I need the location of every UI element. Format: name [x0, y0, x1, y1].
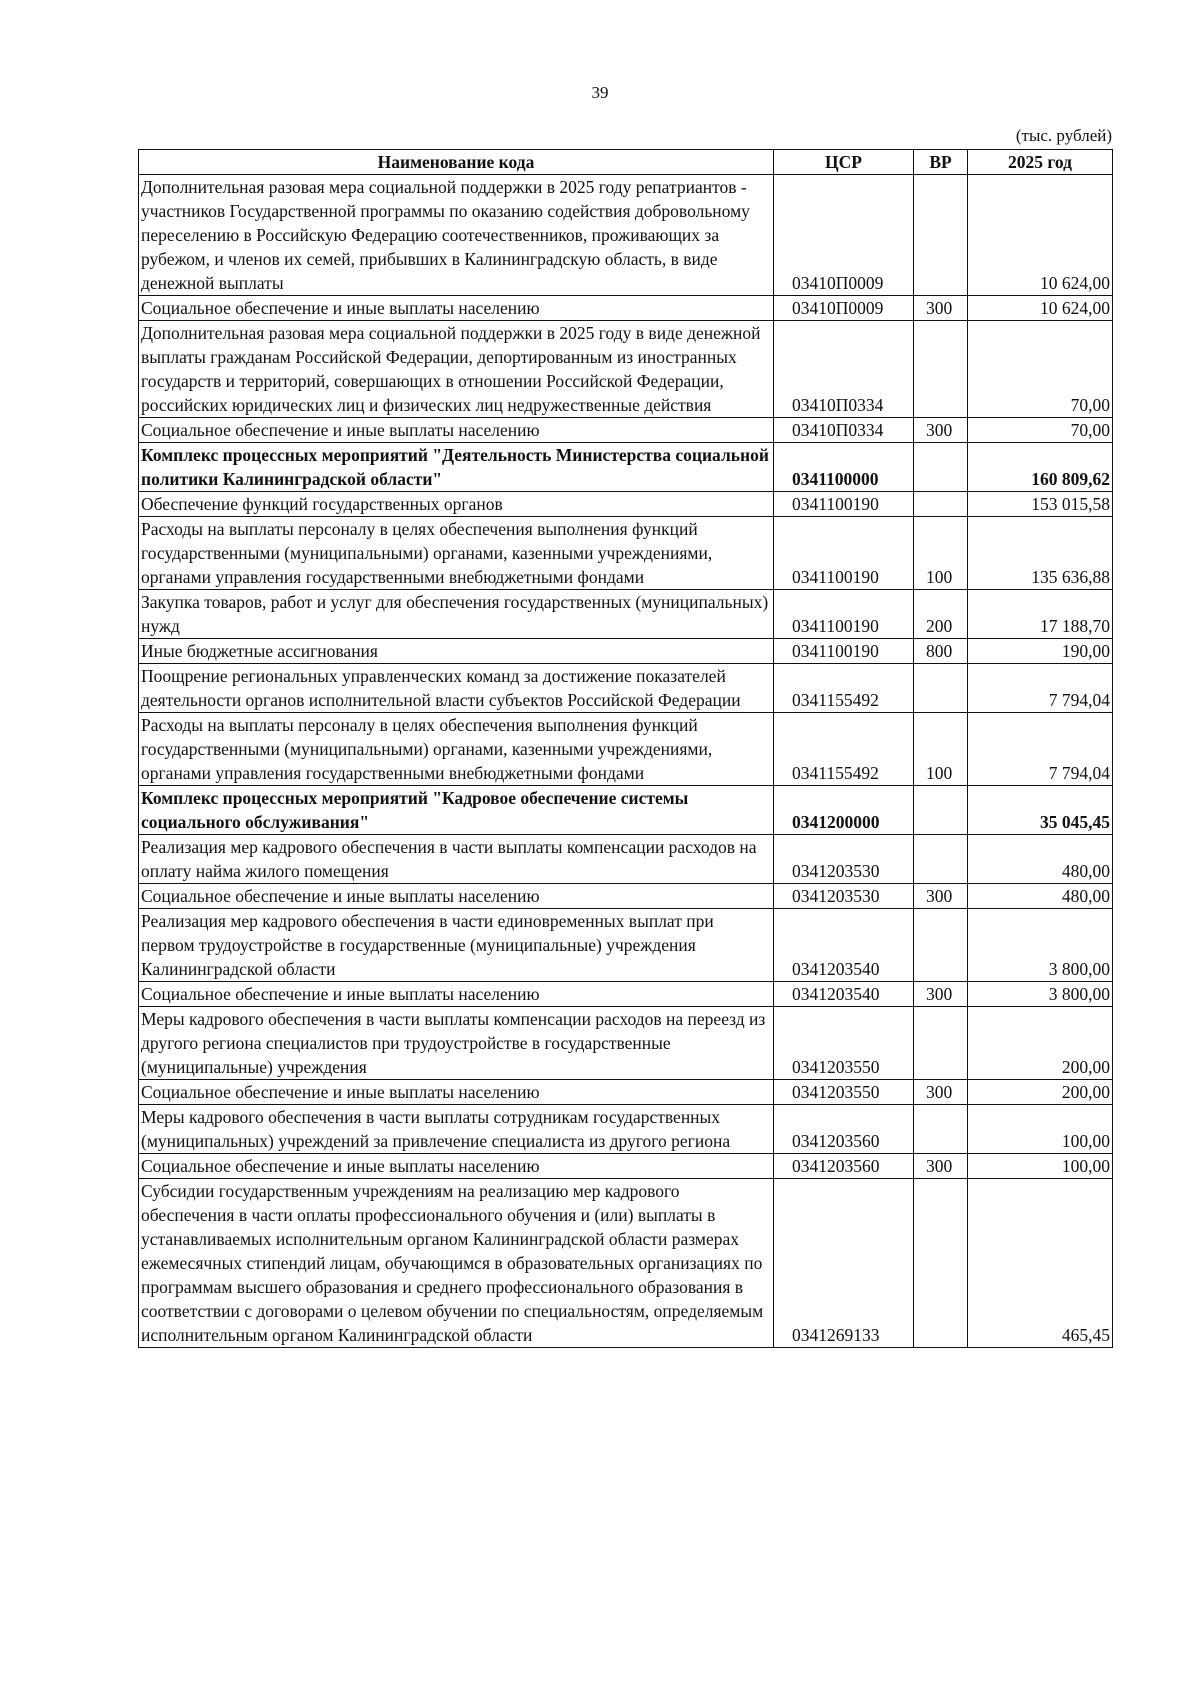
row-vr-cell — [914, 786, 968, 835]
row-vr-cell: 100 — [914, 517, 968, 590]
row-csr-cell: 0341203560 — [774, 1105, 914, 1154]
row-vr-cell: 200 — [914, 590, 968, 639]
row-csr-cell: 03410П0334 — [774, 321, 914, 418]
row-csr-cell: 0341269133 — [774, 1179, 914, 1348]
row-name-cell: Социальное обеспечение и иные выплаты населению — [139, 1154, 774, 1179]
row-name-cell: Комплекс процессных мероприятий "Кадровое обеспечение системы социального обслуживания" — [139, 786, 774, 835]
table-row — [139, 321, 1113, 418]
row-vr-cell: 300 — [914, 418, 968, 443]
row-csr-cell: 0341100190 — [774, 639, 914, 664]
table-row — [139, 1007, 1113, 1080]
row-amount-cell: 135 636,88 — [968, 517, 1113, 590]
row-csr-cell: 0341100000 — [774, 443, 914, 492]
row-amount-cell: 7 794,04 — [968, 713, 1113, 786]
row-csr-cell: 0341203530 — [774, 884, 914, 909]
row-name-cell: Поощрение региональных управленческих команд за достижение показателей деятельности органов исполнительной власти субъектов Российской Федерации — [139, 664, 774, 713]
row-amount-cell: 100,00 — [968, 1105, 1113, 1154]
table-header-row — [139, 150, 1113, 175]
row-name-cell: Меры кадрового обеспечения в части выплаты сотрудникам государственных (муниципальных) учреждений за привлечение специалиста из другого региона — [139, 1105, 774, 1154]
row-vr-cell — [914, 1179, 968, 1348]
row-vr-cell: 800 — [914, 639, 968, 664]
row-name-cell: Дополнительная разовая мера социальной поддержки в 2025 году в виде денежной выплаты гражданам Российской Федерации, депортированным из иностранных государств и территорий, совершающих в отношении Российской Федерации, российских юридических лиц и физических лиц недружественные действия — [139, 321, 774, 418]
table-row — [139, 418, 1113, 443]
table-row — [139, 909, 1113, 982]
row-amount-cell: 3 800,00 — [968, 909, 1113, 982]
row-amount-cell: 160 809,62 — [968, 443, 1113, 492]
row-csr-cell: 03410П0009 — [774, 296, 914, 321]
table-row — [139, 1154, 1113, 1179]
row-name-cell: Меры кадрового обеспечения в части выплаты компенсации расходов на переезд из другого региона специалистов при трудоустройстве в государственные (муниципальные) учреждения — [139, 1007, 774, 1080]
table-row — [139, 713, 1113, 786]
row-csr-cell: 0341155492 — [774, 664, 914, 713]
row-csr-cell: 0341203550 — [774, 1080, 914, 1105]
row-name-cell: Дополнительная разовая мера социальной поддержки в 2025 году репатриантов - участников Государственной программы по оказанию содействия добровольному переселению в Российскую Федерацию соотечественников, проживающих за рубежом, и членов их семей, прибывших в Калининградскую область, в виде денежной выплаты — [139, 175, 774, 296]
table-row — [139, 1105, 1113, 1154]
row-vr-cell — [914, 443, 968, 492]
row-csr-cell: 0341203560 — [774, 1154, 914, 1179]
table-row — [139, 1080, 1113, 1105]
table-row — [139, 517, 1113, 590]
header-vr: ВР — [914, 150, 968, 175]
row-name-cell: Расходы на выплаты персоналу в целях обеспечения выполнения функций государственными (муниципальными) органами, казенными учреждениями, органами управления государственными внебюджетными фондами — [139, 713, 774, 786]
row-vr-cell — [914, 1007, 968, 1080]
row-name-cell: Реализация мер кадрового обеспечения в части единовременных выплат при первом трудоустройстве в государственные (муниципальные) учреждения Калининградской области — [139, 909, 774, 982]
row-csr-cell: 0341203550 — [774, 1007, 914, 1080]
row-amount-cell: 100,00 — [968, 1154, 1113, 1179]
row-name-cell: Реализация мер кадрового обеспечения в части выплаты компенсации расходов на оплату найма жилого помещения — [139, 835, 774, 884]
table-row — [139, 492, 1113, 517]
table-row — [139, 443, 1113, 492]
row-vr-cell: 300 — [914, 296, 968, 321]
row-amount-cell: 10 624,00 — [968, 175, 1113, 296]
row-csr-cell: 0341100190 — [774, 590, 914, 639]
header-amount: 2025 год — [968, 150, 1113, 175]
row-amount-cell: 480,00 — [968, 884, 1113, 909]
row-amount-cell: 465,45 — [968, 1179, 1113, 1348]
row-vr-cell — [914, 321, 968, 418]
table-row — [139, 590, 1113, 639]
row-csr-cell: 0341200000 — [774, 786, 914, 835]
budget-table — [138, 149, 1113, 1348]
row-vr-cell — [914, 664, 968, 713]
row-amount-cell: 35 045,45 — [968, 786, 1113, 835]
header-name: Наименование кода — [139, 150, 774, 175]
table-row — [139, 296, 1113, 321]
row-amount-cell: 153 015,58 — [968, 492, 1113, 517]
row-amount-cell: 70,00 — [968, 321, 1113, 418]
row-amount-cell: 480,00 — [968, 835, 1113, 884]
table-row — [139, 1179, 1113, 1348]
row-vr-cell — [914, 492, 968, 517]
row-vr-cell — [914, 1105, 968, 1154]
row-vr-cell: 300 — [914, 982, 968, 1007]
table-row — [139, 982, 1113, 1007]
row-csr-cell: 0341100190 — [774, 517, 914, 590]
table-body — [139, 175, 1113, 1348]
row-name-cell: Социальное обеспечение и иные выплаты населению — [139, 982, 774, 1007]
header-csr: ЦСР — [774, 150, 914, 175]
row-name-cell: Закупка товаров, работ и услуг для обеспечения государственных (муниципальных) нужд — [139, 590, 774, 639]
row-amount-cell: 3 800,00 — [968, 982, 1113, 1007]
row-name-cell: Субсидии государственным учреждениям на реализацию мер кадрового обеспечения в части оплаты профессионального обучения и (или) выплаты в устанавливаемых исполнительным органом Калининградской области размерах ежемесячных стипендий лицам, обучающимся в образовательных организациях по программам высшего образования и среднего профессионального образования в соответствии с договорами о целевом обучении по специальностям, определяемым исполнительным органом Калининградской области — [139, 1179, 774, 1348]
row-amount-cell: 70,00 — [968, 418, 1113, 443]
table-row — [139, 786, 1113, 835]
row-name-cell: Обеспечение функций государственных органов — [139, 492, 774, 517]
row-name-cell: Социальное обеспечение и иные выплаты населению — [139, 418, 774, 443]
row-name-cell: Иные бюджетные ассигнования — [139, 639, 774, 664]
row-amount-cell: 190,00 — [968, 639, 1113, 664]
row-csr-cell: 03410П0009 — [774, 175, 914, 296]
row-name-cell: Социальное обеспечение и иные выплаты населению — [139, 884, 774, 909]
table-row — [139, 639, 1113, 664]
row-vr-cell — [914, 835, 968, 884]
row-amount-cell: 17 188,70 — [968, 590, 1113, 639]
row-csr-cell: 03410П0334 — [774, 418, 914, 443]
row-csr-cell: 0341203540 — [774, 909, 914, 982]
table-row — [139, 884, 1113, 909]
row-amount-cell: 200,00 — [968, 1080, 1113, 1105]
row-csr-cell: 0341203540 — [774, 982, 914, 1007]
row-amount-cell: 200,00 — [968, 1007, 1113, 1080]
row-csr-cell: 0341203530 — [774, 835, 914, 884]
row-name-cell: Социальное обеспечение и иные выплаты населению — [139, 296, 774, 321]
row-vr-cell: 300 — [914, 884, 968, 909]
row-name-cell: Расходы на выплаты персоналу в целях обеспечения выполнения функций государственными (муниципальными) органами, казенными учреждениями, органами управления государственными внебюджетными фондами — [139, 517, 774, 590]
row-vr-cell — [914, 175, 968, 296]
table-row — [139, 835, 1113, 884]
row-vr-cell: 300 — [914, 1154, 968, 1179]
table-row — [139, 664, 1113, 713]
table-row — [139, 175, 1113, 296]
row-csr-cell: 0341100190 — [774, 492, 914, 517]
row-vr-cell: 100 — [914, 713, 968, 786]
page-number: 39 — [591, 83, 609, 102]
row-amount-cell: 10 624,00 — [968, 296, 1113, 321]
units-label: (тыс. рублей) — [1015, 126, 1112, 145]
row-vr-cell: 300 — [914, 1080, 968, 1105]
row-amount-cell: 7 794,04 — [968, 664, 1113, 713]
row-name-cell: Комплекс процессных мероприятий "Деятельность Министерства социальной политики Калининградской области" — [139, 443, 774, 492]
row-vr-cell — [914, 909, 968, 982]
row-csr-cell: 0341155492 — [774, 713, 914, 786]
row-name-cell: Социальное обеспечение и иные выплаты населению — [139, 1080, 774, 1105]
